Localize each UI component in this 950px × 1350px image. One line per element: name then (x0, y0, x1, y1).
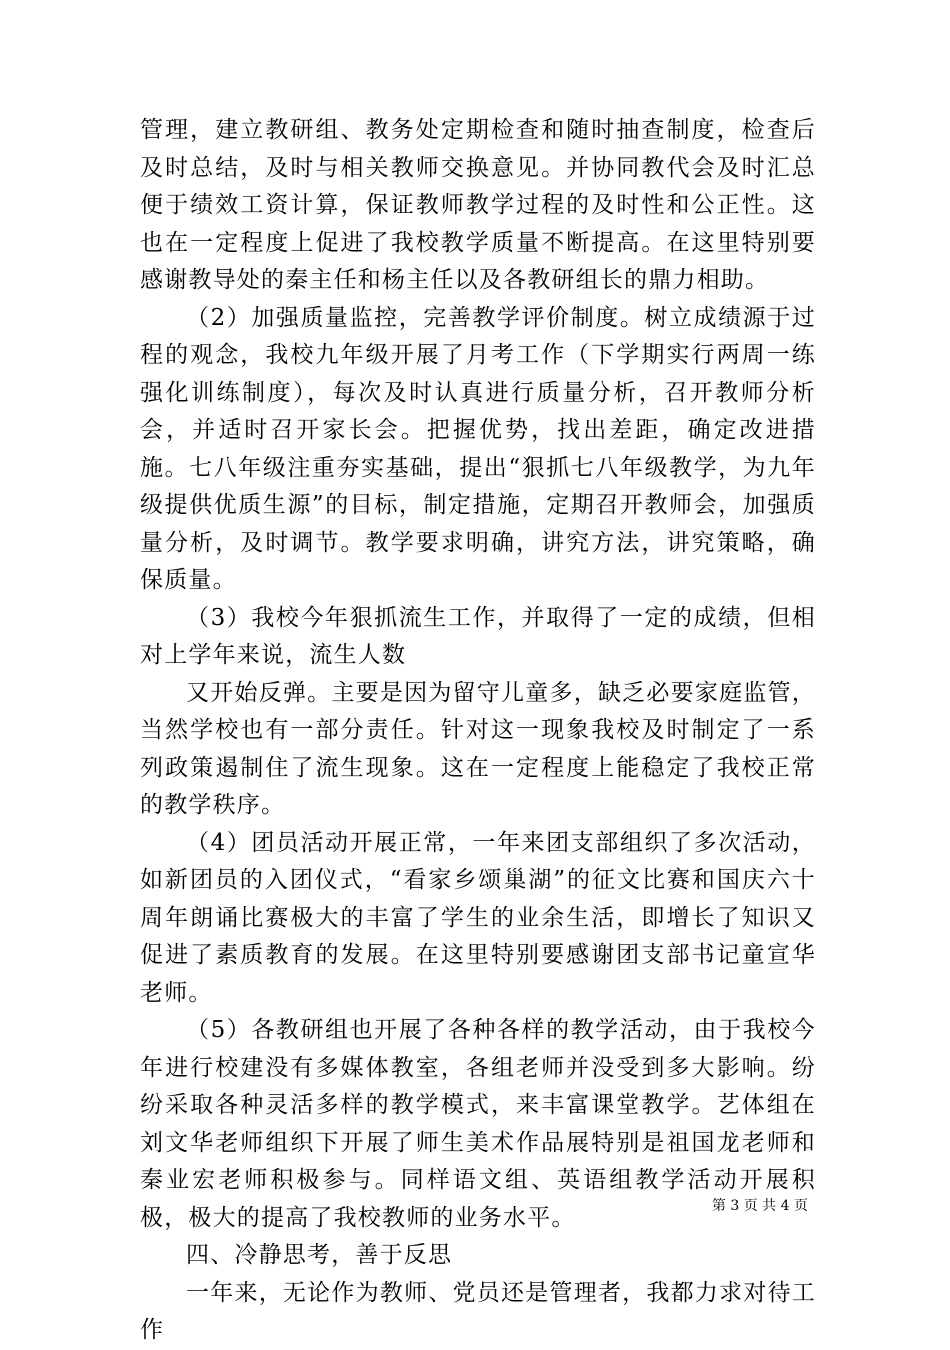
paragraph-item-4: （4）团员活动开展正常，一年来团支部组织了多次活动，如新团员的入团仪式，“看家乡颂巢湖”的征文比赛和国庆六十周年朗诵比赛极大的丰富了学生的业余生活，即增长了知识又促进了素质教育的发展。在这里特别要感谢团支部书记童宣华老师。 (140, 829, 816, 1006)
page-number: 第 3 页 共 4 页 (711, 1198, 808, 1214)
paragraph-item-2: （2）加强质量监控，完善教学评价制度。树立成绩源于过程的观念，我校九年级开展了月考工作（下学期实行两周一练强化训练制度），每次及时认真进行质量分析，召开教师分析会，并适时召开家长会。把握优势，找出差距，确定改进措施。七八年级注重夯实基础，提出“狠抓七八年级教学，为九年级提供优质生源”的目标，制定措施，定期召开教师会，加强质量分析，及时调节。教学要求明确，讲究方法，讲究策略，确保质量。 (140, 304, 816, 593)
paragraph-item-5: （5）各教研组也开展了各种各样的教学活动，由于我校今年进行校建没有多媒体教室，各组老师并没受到多大影响。纷纷采取各种灵活多样的教学模式，来丰富课堂教学。艺体组在刘文华老师组织下开展了师生美术作品展特别是祖国龙老师和秦业宏老师积极参与。同样语文组、英语组教学活动开展积极，极大的提高了我校教师的业务水平。 (140, 1017, 816, 1231)
paragraph-item-3: （3）我校今年狠抓流生工作，并取得了一定的成绩，但相对上学年来说，流生人数 (140, 604, 816, 668)
body-text (140, 112, 816, 1350)
paragraph-reflection: 一年来，无论作为教师、党员还是管理者，我都力求对待工作 (140, 1279, 816, 1343)
paragraph-item-3-continued: 又开始反弹。主要是因为留守儿童多，缺乏必要家庭监管，当然学校也有一部分责任。针对这一现象我校及时制定了一系列政策遏制住了流生现象。这在一定程度上能稳定了我校正常的教学秩序。 (140, 679, 816, 818)
section-heading-4: 四、冷静思考，善于反思 (186, 1242, 453, 1268)
paragraph-continuation: 管理，建立教研组、教务处定期检查和随时抽查制度，检查后及时总结，及时与相关教师交换意见。并协同教代会及时汇总便于绩效工资计算，保证教师教学过程的及时性和公正性。这也在一定程度上促进了我校教学质量不断提高。在这里特别要感谢教导处的秦主任和杨主任以及各教研组长的鼎力相助。 (140, 117, 816, 293)
